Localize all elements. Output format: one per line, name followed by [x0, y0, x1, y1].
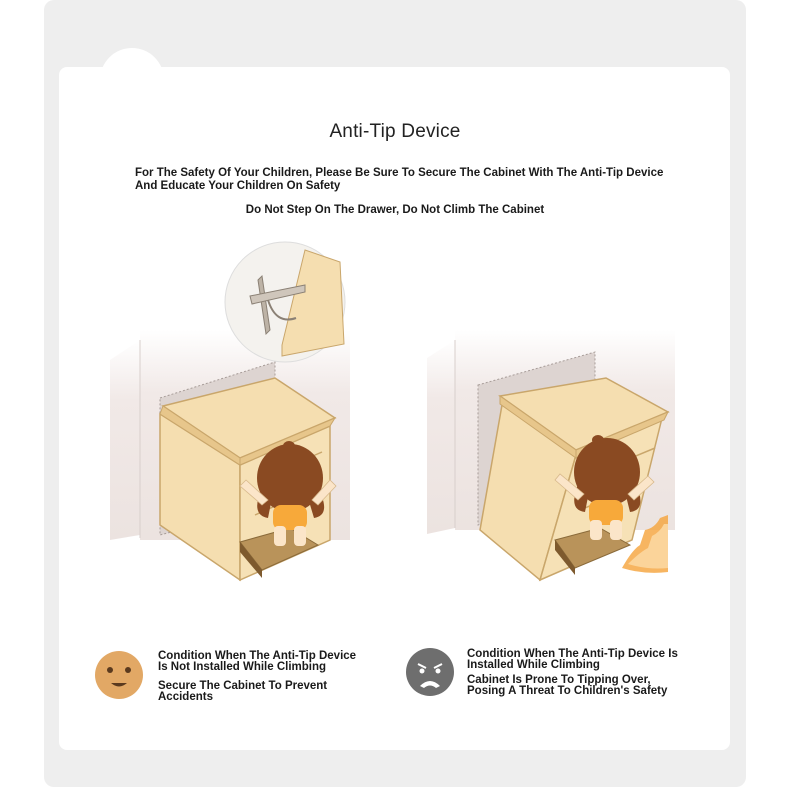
- page-title: Anti-Tip Device: [329, 121, 461, 142]
- right-caption-note-2: Posing A Threat To Children's Safety: [467, 685, 668, 697]
- warning-text: Do Not Step On The Drawer, Do Not Climb The Cabinet: [245, 204, 545, 216]
- right-caption: [467, 649, 678, 697]
- left-caption-heading-2: Is Not Installed While Climbing: [158, 661, 327, 673]
- intro-line-1: For The Safety Of Your Children, Please Be Sure To Secure The Cabinet With The Anti-Tip Device: [135, 167, 664, 179]
- left-scene: [110, 242, 350, 580]
- left-caption-heading-1: Condition When The Anti-Tip Device: [158, 650, 357, 662]
- left-caption-note-1: Secure The Cabinet To Prevent: [158, 680, 328, 692]
- happy-face-icon: [95, 651, 143, 699]
- left-caption-note-2: Accidents: [158, 691, 213, 703]
- right-caption-heading-1: Condition When The Anti-Tip Device Is: [467, 648, 678, 660]
- sad-face-icon: [406, 648, 454, 696]
- intro-line-2: And Educate Your Children On Safety: [135, 180, 341, 192]
- right-scene: [427, 330, 675, 580]
- left-caption: [158, 651, 356, 703]
- right-caption-note-1: Cabinet Is Prone To Tipping Over,: [467, 674, 651, 686]
- right-caption-heading-2: Installed While Climbing: [467, 659, 600, 671]
- anti-tip-closeup: [225, 242, 345, 362]
